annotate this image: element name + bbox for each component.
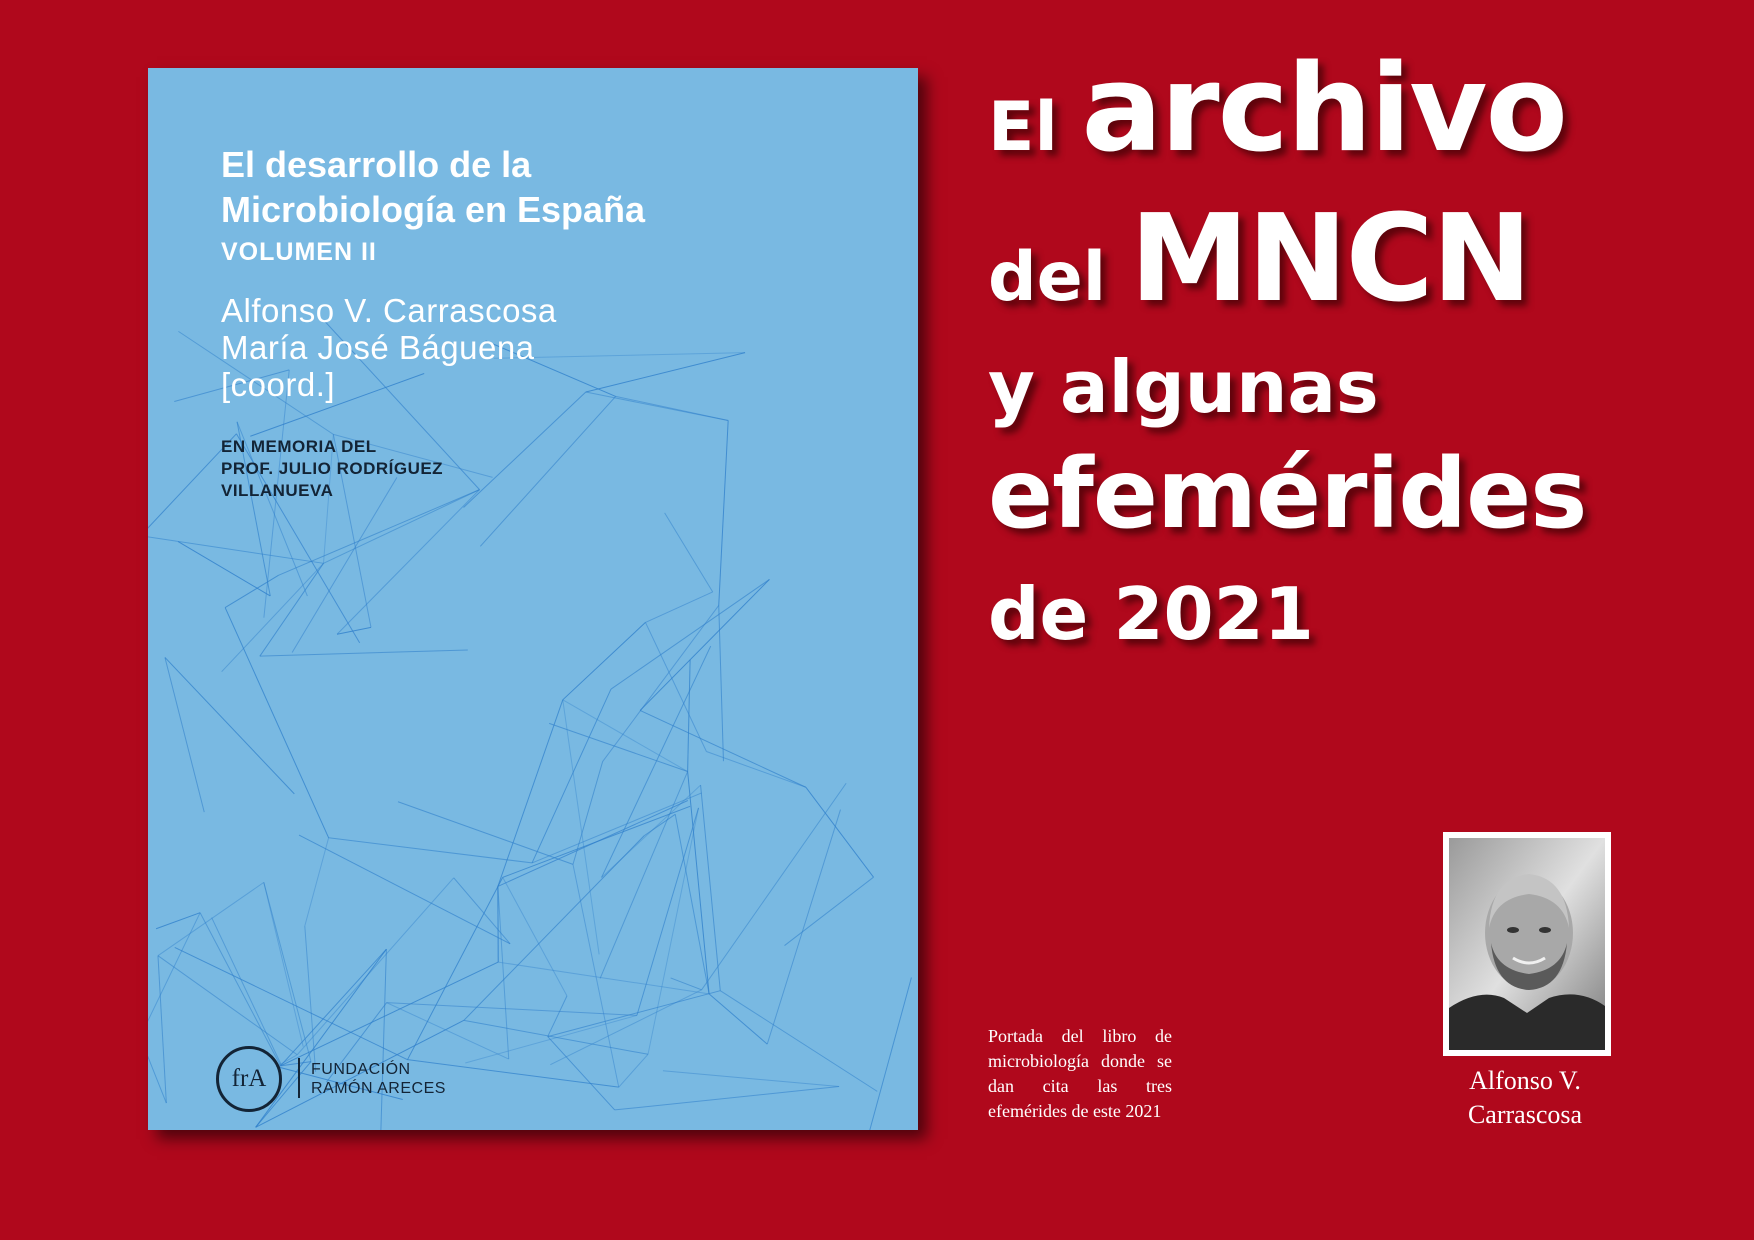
network-line	[407, 877, 502, 1059]
network-line	[260, 650, 468, 656]
network-line	[158, 956, 166, 1103]
book-memorial	[221, 436, 443, 502]
network-line	[465, 1015, 637, 1063]
network-line	[671, 978, 702, 990]
network-line	[637, 808, 699, 1015]
photo-caption-line: Alfonso V.	[1469, 1066, 1581, 1095]
network-line	[503, 877, 567, 996]
network-line	[548, 996, 567, 1037]
network-line	[665, 513, 713, 592]
network-line	[548, 991, 721, 1037]
headline-word: del	[988, 238, 1107, 317]
network-line	[498, 962, 709, 994]
network-line	[200, 913, 280, 1066]
book-title	[221, 142, 645, 232]
network-line	[225, 608, 328, 838]
network-line	[264, 882, 311, 1061]
network-line	[178, 542, 270, 596]
network-line	[640, 579, 769, 710]
network-line	[603, 605, 719, 761]
network-line	[586, 353, 745, 392]
network-line	[503, 806, 690, 877]
network-line	[619, 1054, 648, 1087]
network-line	[806, 787, 874, 877]
network-line	[464, 1020, 648, 1054]
network-line	[563, 622, 646, 699]
network-line	[563, 700, 599, 955]
photo-caption-line: Carrascosa	[1467, 1100, 1583, 1129]
network-line	[398, 802, 573, 865]
network-line	[498, 886, 509, 1059]
network-line	[148, 536, 324, 564]
network-line	[387, 1003, 637, 1016]
headline-word: El	[988, 88, 1058, 167]
network-line	[532, 689, 611, 863]
network-line	[640, 710, 806, 787]
network-line	[532, 793, 702, 863]
network-line	[165, 657, 294, 793]
book-volume: VOLUMEN II	[221, 238, 377, 266]
headline-word-large: MNCN	[1129, 190, 1531, 329]
network-line	[329, 838, 532, 863]
headline-line-4: efemérides	[988, 438, 1587, 550]
network-line	[720, 991, 877, 1092]
network-line	[645, 592, 712, 622]
memorial-line: VILLANUEVA	[221, 481, 334, 500]
book-coord: [coord.]	[221, 366, 336, 403]
memorial-line: PROF. JULIO RODRÍGUEZ	[221, 459, 444, 478]
author-photo	[1443, 832, 1611, 1056]
network-line	[702, 783, 847, 990]
network-line	[573, 864, 619, 1087]
book-authors	[221, 292, 557, 403]
network-line	[264, 882, 303, 1046]
network-line	[278, 490, 479, 576]
network-line	[602, 785, 701, 877]
book-author: María José Báguena	[221, 329, 535, 366]
network-line	[706, 752, 805, 788]
fra-logo-icon: frA	[216, 1046, 282, 1112]
network-line	[688, 772, 709, 994]
headline-line-1	[988, 40, 1566, 179]
network-line	[767, 810, 840, 1045]
network-line	[299, 835, 510, 944]
publisher-name-line: RAMÓN ARECES	[311, 1080, 446, 1097]
publisher-logo	[216, 1046, 476, 1116]
network-line	[480, 396, 615, 546]
network-line	[454, 878, 510, 944]
network-line	[165, 657, 204, 812]
publisher-name-line: FUNDACIÓN	[311, 1061, 411, 1078]
network-line	[305, 838, 329, 926]
network-line	[701, 785, 721, 991]
book-title-line: El desarrollo de la	[221, 144, 532, 185]
book-author: Alfonso V. Carrascosa	[221, 292, 557, 329]
network-line	[225, 575, 278, 607]
network-line	[548, 1037, 615, 1110]
network-line	[648, 808, 698, 1054]
headline-line-5: de 2021	[988, 572, 1314, 656]
network-line	[550, 990, 701, 1065]
network-line	[158, 882, 264, 955]
network-line	[719, 421, 728, 606]
network-line	[785, 877, 874, 945]
headline-line-3: y algunas	[988, 345, 1379, 429]
memorial-line: EN MEMORIA DEL	[221, 437, 377, 456]
network-line	[573, 762, 603, 865]
photo-caption	[1400, 1064, 1650, 1132]
network-line	[645, 622, 706, 751]
book-title-line: Microbiología en España	[221, 189, 646, 230]
publisher-name	[311, 1060, 446, 1098]
network-line	[615, 1087, 839, 1110]
network-line	[663, 1071, 839, 1087]
network-line	[212, 918, 282, 1066]
logo-divider	[298, 1058, 300, 1098]
book-cover	[148, 68, 918, 1130]
network-line	[616, 396, 729, 420]
cover-caption: Portada del libro de microbiología donde se dan cita las tres efemérides de este 2021	[988, 1026, 1172, 1121]
network-line	[260, 563, 324, 656]
headline-word-large: archivo	[1081, 40, 1566, 179]
network-line	[600, 772, 688, 979]
network-line	[297, 878, 454, 1055]
portrait-image	[1449, 838, 1605, 1050]
network-line	[869, 978, 912, 1130]
network-line	[709, 994, 767, 1044]
headline-line-2	[988, 190, 1530, 329]
network-line	[158, 956, 297, 1055]
